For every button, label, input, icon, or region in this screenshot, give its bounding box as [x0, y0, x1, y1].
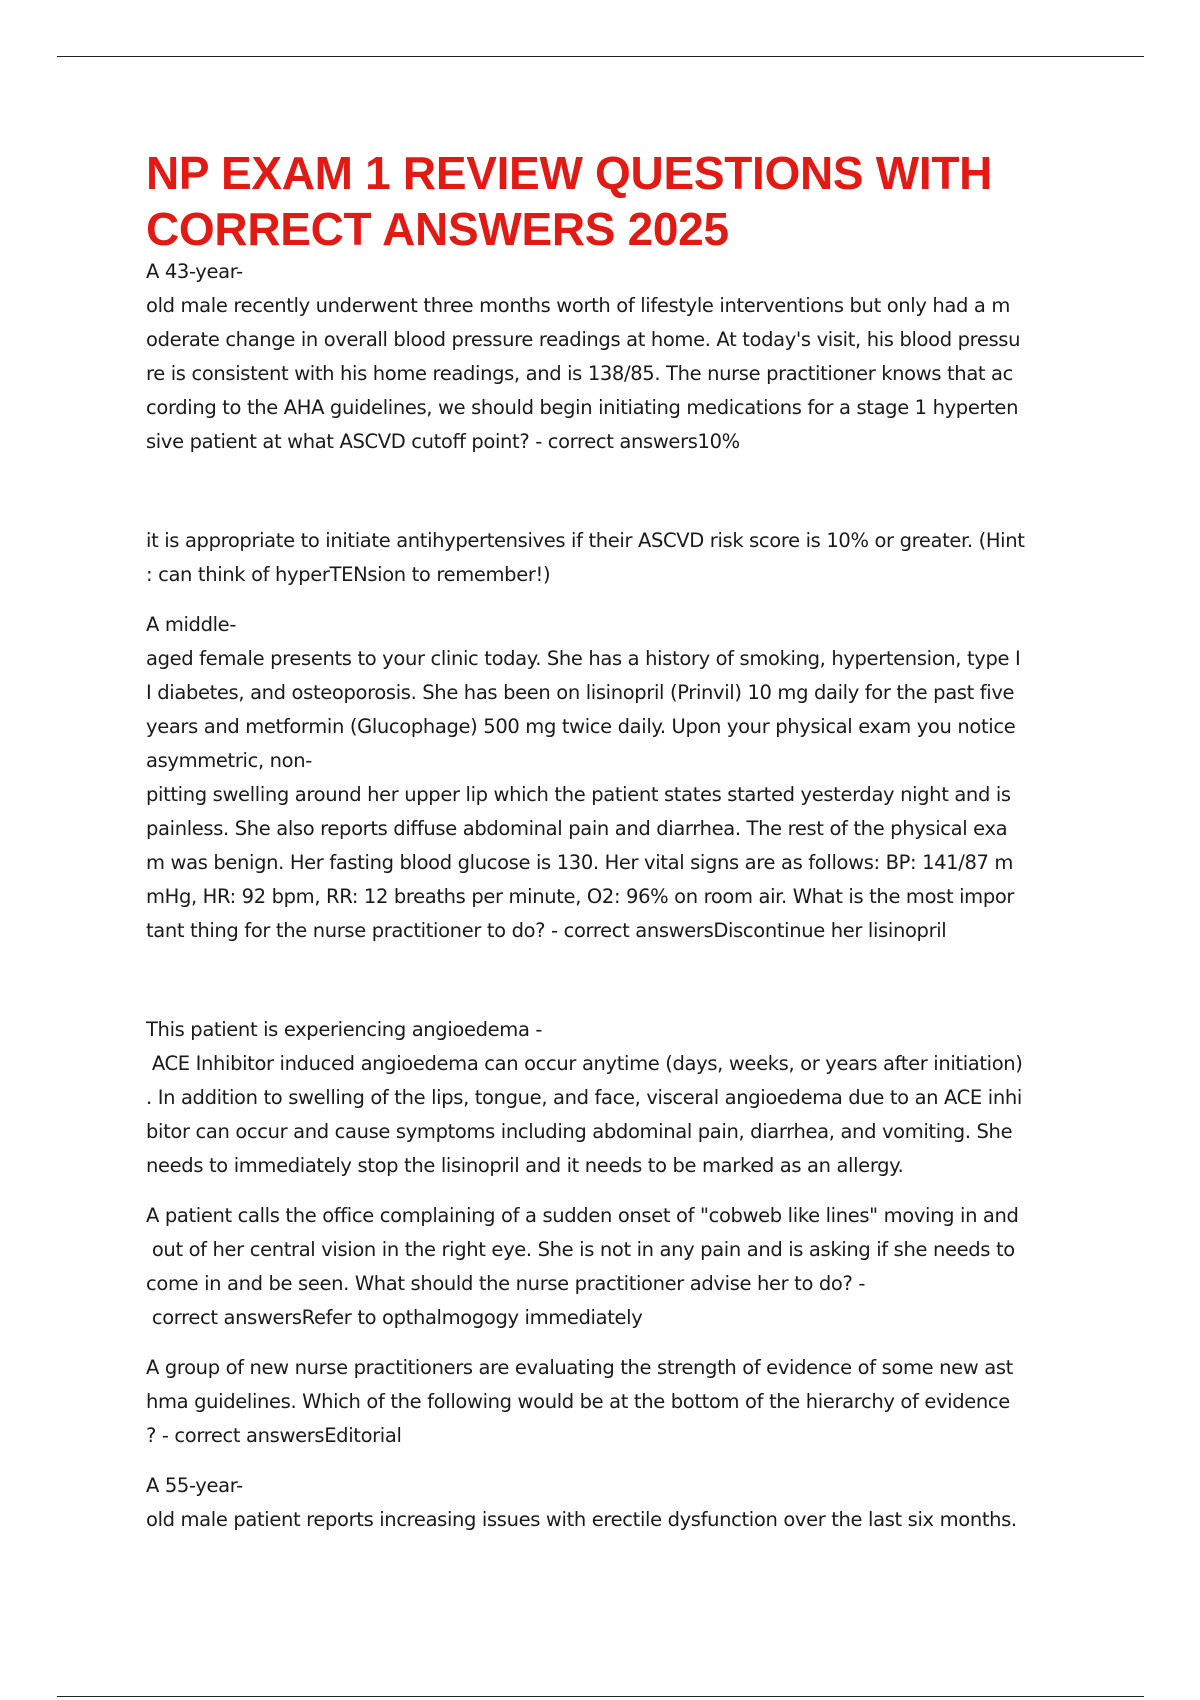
title-line: NP EXAM 1 REVIEW QUESTIONS WITH	[146, 147, 993, 199]
question-3-line: correct answersRefer to opthalmogogy immediately	[146, 1306, 643, 1329]
question-3-line: come in and be seen. What should the nurse practitioner advise her to do? -	[146, 1272, 866, 1295]
rationale-1-line: : can think of hyperTENsion to remember!)	[146, 563, 551, 586]
question-2-line: A middle-	[146, 613, 237, 636]
rationale-2-line: This patient is experiencing angioedema -	[146, 1018, 543, 1041]
question-4-line: hma guidelines. Which of the following would be at the bottom of the hierarchy of evidence	[146, 1390, 1010, 1413]
question-2-line: m was benign. Her fasting blood glucose is 130. Her vital signs are as follows: BP: 141/87 m	[146, 851, 1014, 874]
question-3-line: A patient calls the office complaining of a sudden onset of "cobweb like lines" moving in and	[146, 1204, 1019, 1227]
question-2-line: tant thing for the nurse practitioner to do? - correct answersDiscontinue her lisinopril	[146, 919, 947, 942]
question-2-line: years and metformin (Glucophage) 500 mg twice daily. Upon your physical exam you notice	[146, 715, 1016, 738]
rationale-2-line: bitor can occur and cause symptoms including abdominal pain, diarrhea, and vomiting. She	[146, 1120, 1013, 1143]
question-4-line: ? - correct answersEditorial	[146, 1424, 402, 1447]
question-1-line: cording to the AHA guidelines, we should begin initiating medications for a stage 1 hyperten	[146, 396, 1019, 419]
question-5-line: A 55-year-	[146, 1474, 243, 1497]
rationale-1-line: it is appropriate to initiate antihypertensives if their ASCVD risk score is 10% or greater. (Hint	[146, 529, 1025, 552]
question-5-line: old male patient reports increasing issues with erectile dysfunction over the last six months.	[146, 1508, 1017, 1531]
document-title	[146, 145, 1106, 257]
rationale-2-line: ACE Inhibitor induced angioedema can occur anytime (days, weeks, or years after initiation)	[146, 1052, 1023, 1075]
question-1-line: oderate change in overall blood pressure readings at home. At today's visit, his blood pressu	[146, 328, 1021, 351]
question-2-line: pitting swelling around her upper lip which the patient states started yesterday night and is	[146, 783, 1011, 806]
question-1-line: A 43-year-	[146, 260, 243, 283]
footer-rule	[57, 1696, 1144, 1697]
question-2-line: asymmetric, non-	[146, 749, 312, 772]
question-2-line: mHg, HR: 92 bpm, RR: 12 breaths per minute, O2: 96% on room air. What is the most impor	[146, 885, 1015, 908]
rationale-2-line: . In addition to swelling of the lips, tongue, and face, visceral angioedema due to an ACE inhi	[146, 1086, 1022, 1109]
question-2-line: aged female presents to your clinic today. She has a history of smoking, hypertension, type I	[146, 647, 1021, 670]
question-3-line: out of her central vision in the right eye. She is not in any pain and is asking if she needs to	[146, 1238, 1015, 1261]
document-body	[146, 255, 1066, 1537]
question-1-line: re is consistent with his home readings, and is 138/85. The nurse practitioner knows that ac	[146, 362, 1014, 385]
question-4-line: A group of new nurse practitioners are evaluating the strength of evidence of some new ast	[146, 1356, 1013, 1379]
question-1-line: sive patient at what ASCVD cutoff point? - correct answers10%	[146, 430, 740, 453]
question-1-line: old male recently underwent three months worth of lifestyle interventions but only had a m	[146, 294, 1010, 317]
header-rule	[57, 56, 1144, 57]
rationale-2-line: needs to immediately stop the lisinopril and it needs to be marked as an allergy.	[146, 1154, 904, 1177]
question-2-line: painless. She also reports diffuse abdominal pain and diarrhea. The rest of the physical exa	[146, 817, 1008, 840]
title-line: CORRECT ANSWERS 2025	[146, 203, 729, 255]
question-2-line: I diabetes, and osteoporosis. She has been on lisinopril (Prinvil) 10 mg daily for the past five	[146, 681, 1015, 704]
